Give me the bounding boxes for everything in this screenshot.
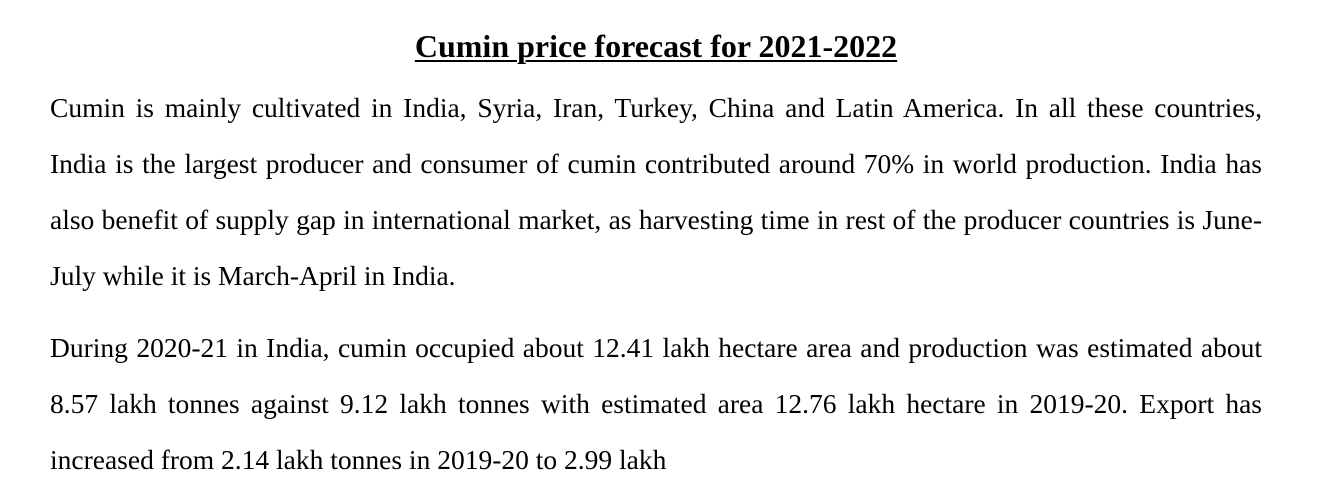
paragraph-production: During 2020-21 in India, cumin occupied about 12.41 lakh hectare area and production was estimated about 8.57 lakh tonnes against 9.12 lakh tonnes with estimated area 12.76 lakh hectare in 2019-20. Export has increased from 2.14 lakh tonnes in 2019-20 to 2.99 lakh xyxy=(50,332,1262,475)
document-title: Cumin price forecast for 2021-2022 xyxy=(414,28,898,64)
document-page xyxy=(50,0,1262,488)
paragraph-cultivation: Cumin is mainly cultivated in India, Syria, Iran, Turkey, China and Latin America. In all these countries, India is the largest producer and consumer of cumin contributed around 70% in world production. India has also benefit of supply gap in international market, as harvesting time in rest of the producer countries is June- July while it is March-April in India. xyxy=(50,92,1262,291)
